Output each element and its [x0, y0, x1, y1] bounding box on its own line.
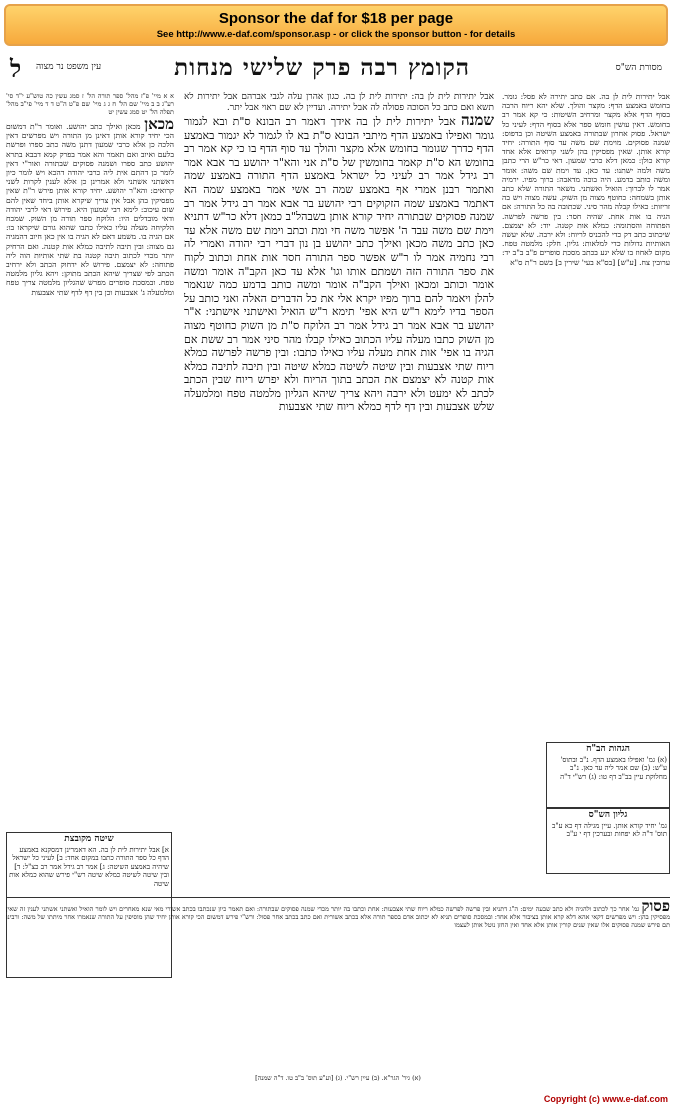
sponsor-banner[interactable]	[4, 4, 668, 46]
shita-text: א] אבל יתירות לית לן בה. הא דאמרינן דמסקנא באמצע הדף כל ספר התורה כתבו במקום אחד: ב] לעיני כל ישראל שיהיה באמצע השיטה: ג] אמר רב גידל אמר רב כצ"ל: ד] ובין שיטה לשיטה כמלא שיטה רש"י פירש שהוא כמלא אות שיטה	[9, 845, 169, 888]
hagahot-heading: הגהות הב"ח	[586, 744, 630, 754]
gilyon-text: גמ' יחיד קורא אותן. עיין מגילה דף כא ע"ב תוס' ד"ה לא יפחות ובערכין דף י ע"ב	[552, 821, 667, 838]
gemara-text: אבל יתירות לית לן בה אידך דאמר רב הבונא ס"ת ובא לגמור גומר ואפילו באמצע הדף מיתבי הבונא ס"ת בא לו לגמור לא יגמור באמצע הדף כדרך שגומר בחומש אלא מקצר והולך עד סוף הדף בו כי קא אמר רב בחומש הא ס"ת קאמר בחומשין של ס"ת אני והא"ר יהושע בר אבא אמר רב גידל אמר רב לעיני כל ישראל באמצע הדף התורה באמצע שמה ואתמר רבנן אמרי אף באמצע שמה רב אשי אמר באמצע שמה הא דאתמר באמצע שמה הזקוקים רבי יהושע בר אבא אמר רב גידל אמר רב שמנה פסוקים שבתורה יחיד קורא אותן בשבהל"ב כמאן דלא כר"ש דתניא וימת שם משה עבד ה' אפשר משה חי ומת וכתב וימת שם משה אלא עד כאן כתב משה מכאן ואילך כתב יהושע בן נון דברי רבי יהודה ואמרי לה רבי נחמיה אמר לו ר"ש אפשר ספר התורה חסר אות אחת וכתוב לקוח את ספר התורה הזה ושמתם אותו וגו' אלא עד כאן הקב"ה אומר ומשה אומר וכותב ומכאן ואילך הקב"ה אומר ומשה כותב בדמע כמה שנאמר להלן ויאמר להם ברוך מפיו יקרא אלי את כל הדברים האלה ואני כותב על הספר בדיו לימא ר"ש היא אפי' תימא ר"ש הואיל ואישתני אישתני: א"ר יהושע בר אבא אמר רב גידל אמר רב הלוקח ס"ת מן השוק כחוטף מצוה מן השוק כתבו מעלה עליו הכתוב כאילו קבלו מהר סיני אמר רב ששת אם הגיה בו אפי' אות אחת מעלה עליו כאילו כתבו: ובין פרשה לפרשה כמלא ריוח שתי אצבעות ובין שיטה לשיטה כמלא שיטה ובין תיבה לתיבה כמלא אות קטנה לא יצמצם את הכתב בתוך הריוח ולא יפרש ריוח שבין הכתב לכתב לא ימעט ולא ירבה ויהא צריך שיהא הגליון מלמטה טפח ומלמעלה שלש אצבעות ובין דף לדף כמלא ריוח שתי אצבעות	[184, 115, 494, 414]
ein-mishpat-text: א א מיי' פ"ז מהל' ספר תורה הל' ז סמג עשין כה טוש"ע י"ד סי' רע"ג ב ב מיי' שם הל' ח ג ג מיי' שם פ"ט ה"ט ד ד מיי' פי"ב מהל' תפלה הל' יט סמג עשין יט	[6, 92, 174, 116]
footer-text: גמ' אחר כך לכתוב ולהגיה ולא כתב שבעה ימים: ה"ג דתניא ובין פרשה לפרשה כמלא ריוח שתי אצבעות: אחת וכתבו בה יותר מכדי שמנה פסוקים שבתורה: ואם תאמר כיון שנכתבו בכתב אשורי מאי שנא מאחרים ויש לומר הואיל ואשתני אשתני לענין זה שאין מפסיקין בהן: ויש מפרשים דקאי אהא דלא קרא אותן בציבור אלא אחד: ובמסכת סופרים תניא לא יכתוב אדם בספר תורה אלא בכתב אשורית ואם כתב בכתב אחר פסול: ורש"י פירש דמשום הכי קורא אותן יחיד שהן מוסיפין על התורה שנאמרו אחר מיתתו של משה: ורבינו תם פירש שמנה פסוקים אלו שאין שנים קורין אותן אלא אחד ואין החזן נוטל אותן לעצמו	[6, 905, 670, 929]
footer-title: פסוק	[641, 902, 670, 915]
hagahot-text: (א) גמ' ואפילו באמצע הדף. נ"ב ובתוס' ע"ש: (ב) שם אמר ליה עד כאן. נ"ב מחלוקת עיין בב"ב דף טו: (ג) רש"י ד"ה	[560, 755, 667, 781]
page-header	[6, 52, 670, 92]
page-title: הקומץ רבה פרק שלישי מנחות	[174, 54, 470, 81]
gemara-intro: אבל יתירות לית לן בה: יתירות לית לן בה. כגון אהרן עלה לגבי אברהם אבל יתירות לא תשא ואם כתב כל הסוכה פסולה לה אבל יתירה. ועדיין לא שם ראוי אבל יתר.	[184, 92, 494, 113]
page-number: ל	[10, 54, 22, 83]
gemara-column	[184, 92, 494, 892]
sponsor-title[interactable]: Sponsor the daf for $18 per page	[218, 10, 454, 27]
ein-mishpat-label: עין משפט נר מצוה	[36, 62, 102, 72]
masoret-hashas-label: מסורת הש"ס	[615, 63, 662, 73]
copyright-notice[interactable]: Copyright (c) www.e-daf.com	[543, 1094, 668, 1104]
gemara-opening-word: שמנה	[460, 111, 494, 129]
footer-divider	[6, 897, 670, 898]
tosafot-column	[6, 92, 174, 892]
gilyon-box	[546, 808, 670, 874]
gilyon-heading: גליון הש"ס	[588, 810, 628, 820]
rashi-text: אבל יתירות לית לן בה. אם כתב יתירה לא פסל: גומר. בחומש באמצע הדף: מקצר והולך. שלא יהא ריוח הרבה בסוף הדף אלא מקצר ומרחיב השיטות: כי קא אמר רב בחומש. דאין עושין חומש ספר אלא בסוף הדף: לעיני כל ישראל. פסוק אחרון שבתורה באמצע השיטה וכן בדפוס: שמנה פסוקים. מוימת שם משה עד סוף התורה: יחיד קורא אותן. שאין מפסיקין בהן לשני קרואים אלא אחד קורא כולן: כמאן דלא כרבי שמעון. דאי כר"ש הרי כתבן משה ולמה ישתנו: עד כאן. עד וימת שם משה: אומר ומשה כותב בדמע. היה בוכה מדאבה: ברוך מפיו. ירמיה אמר לו לברוך: הואיל ואשתני. משאר התורה שלא כתב אותן בשמחה: כחוטף מצוה מן השוק. עשה מצוה ויש בה זריזות: כאילו קבלה מהר סיני. שכתובה בה כל התורה: אם הגיה בו אות אחת. שהיה חסר: בין פרשה לפרשה. הפתוחה והסתומה: כמלא אות קטנה. יוד: לא יצמצם. שיכתוב כתב דק כדי להכניס לריוח: ולא ירבה. שלא יעשה האותיות גדולות כדי למלאות: גליון. חלק: מלמטה טפח. מקום לאחוז בו שלא יגע בכתב	[502, 92, 670, 258]
talmud-page	[6, 52, 670, 1092]
footer-commentary	[6, 902, 670, 1082]
margin-notes-text: מסכת סופרים פ"ב ב"ב יד: ערובין צח. [ע"ש] [בס"א בעי' שירין ב] בשם ר"ת ס"א	[502, 248, 670, 267]
footer-notes: (א) גיר' הגר"א. (ב) עיין רש"י. (ג) [וע"ע תוס' ב"ב טו. ד"ה שמנה]	[255, 1074, 421, 1082]
shita-heading: שיטה מקובצת	[64, 834, 114, 844]
tosafot-opening-word: מכאן	[144, 115, 174, 133]
tosafot-text: מכאן ואילך כתב יהושע. ואומר ר"ת דמשום הכי יחיד קורא אותן דאינן מן התורה ויש מפרשים דאין הלכה כן אלא כרבי שמעון דתנן משה כתב ספרו ופרשת בלעם ואיוב ואם תאמר והא אמר בפרק קמא דבבא בתרא יהושע כתב ספרו ושמנה פסוקים שבתורה ואור"י דאין לומר כן דהתם אית ליה כרבי יהודה דהכא ויש לומר כיון דאשתני אשתני ולא אמרינן כן אלא לענין לקרות לשני קרואים: והא"ר יהושע. יחיד קורא אותן פירש ר"ת שאין מפסיקין בהן אבל אין צריך שיקרא אותן ביחד שאין להם שום עיכוב: לימא רבי שמעון היא. פירוש דאי לרבי יהודה ודאי מובדלים היו: הלוקח ספר תורה מן השוק. שמכח הלקיחה מעלה עליו כאילו כתבו שהוא גורם שיקראו בו: אם הגיה בו. משמע דאם לא הגיה בו אין כאן חיוב דהמגיה גם מצוה: ובין תיבה לתיבה כמלא אות קטנה. ואם הרחיק יותר מכדי לכתוב תיבה קטנה בת שתי אותיות הוה ליה פתוחה: לא יצמצם. פירוש לא ידחוק הכתב ולא ירחיב הכתב לפי שצריך שיהא הכתב מתוקן: ויהא גליון מלמטה טפח. ובמסכת סופרים מפרש שהגליון מלמטה צריך טפח ומלמעלה ג' אצבעות וכן בין דף לדף שתי אצבעות	[6, 122, 174, 297]
sponsor-subtitle[interactable]: See http://www.e-daf.com/sponsor.asp - or click the sponsor button - for details	[156, 29, 516, 40]
hagahot-box	[546, 742, 670, 808]
